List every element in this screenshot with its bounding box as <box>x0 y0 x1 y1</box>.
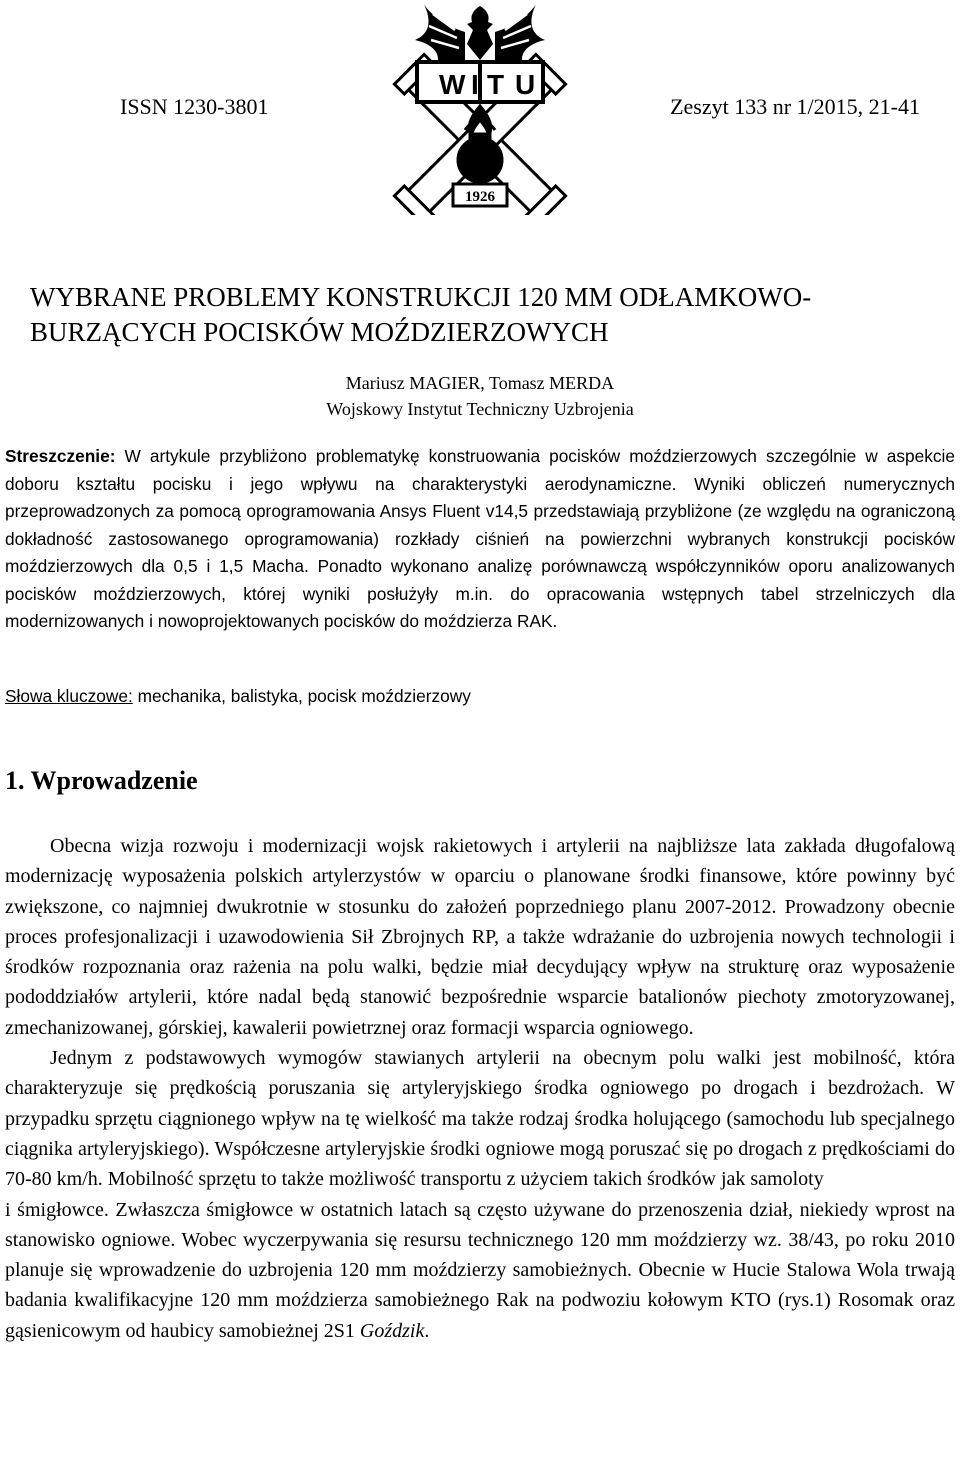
title-line-1: WYBRANE PROBLEMY KONSTRUKCJI 120 MM ODŁAMKOWO- <box>30 282 812 312</box>
authors: Mariusz MAGIER, Tomasz MERDA <box>345 373 615 393</box>
abstract <box>5 443 955 636</box>
keywords-text: mechanika, balistyka, pocisk moździerzowy <box>137 686 471 706</box>
section-heading: 1. Wprowadzenie <box>5 766 198 795</box>
svg-text:W: W <box>439 69 466 100</box>
svg-text:I: I <box>471 69 479 100</box>
issn-number: ISSN 1230-3801 <box>120 94 269 119</box>
eagle-icon <box>415 2 545 70</box>
body-text <box>5 831 955 1346</box>
paragraph-3-end: . <box>424 1319 430 1342</box>
keywords-label: Słowa kluczowe: <box>5 686 133 706</box>
keywords <box>5 683 955 710</box>
affiliation: Wojskowy Instytut Techniczny Uzbrojenia <box>326 399 634 419</box>
svg-text:U: U <box>515 69 536 100</box>
paragraph-3 <box>5 1195 955 1346</box>
abstract-text: W artykule przybliżono problematykę konstruowania pocisków moździerzowych szczególnie w aspekcie doboru kształtu pocisku i jego wpływu na charakterystyki aerodynamiczne. Wyniki obliczeń numerycznych przeprowadzonych za pomocą oprogramowania Ansys Fluent v14,5 przedstawiają przybliżone (ze względu na ograniczoną dokładność zastosowanego oprogramowania) rozkłady ciśnień na powierzchni wybranych konstrukcji pocisków moździerzowych dla 0,5 i 1,5 Macha. Ponadto wykonano analizę porównawczą współczynników oporu analizowanych pocisków moździerzowych, której wyniki posłużyły m.in. do opracowania wstępnych tabel strzelniczych dla modernizowanych i nowoprojektowanych pocisków do moździerza RAK. <box>5 446 955 631</box>
issue-info: Zeszyt 133 nr 1/2015, 21-41 <box>670 94 920 119</box>
logo-year: 1926 <box>465 189 495 205</box>
witu-emblem-logo <box>375 0 585 215</box>
paper-title <box>30 280 930 350</box>
svg-text:T: T <box>487 69 505 100</box>
paragraph-1: Obecna wizja rozwoju i modernizacji wojsk rakietowych i artylerii na najbliższe lata zakłada długofalową modernizację wyposażenia polskich artylerzystów w oparciu o planowane środki finansowe, które powinny być zwiększone, co najmniej dwukrotnie w stosunku do założeń poprzedniego planu 2007-2012. Prowadzony obecnie proces profesjonalizacji i uzawodowienia Sił Zbrojnych RP, a także wdrażanie do uzbrojenia nowych technologii i środków rozpoznania oraz rażenia na polu walki, będzie miał decydujący wpływ na strukturę oraz wyposażenie pododdziałów artylerii, które nadal będą stanowić bezpośrednie wsparcie batalionów piechoty zmotoryzowanej, zmechanizowanej, górskiej, kawalerii powietrznej oraz formacji wsparcia ogniowego. <box>5 835 955 1039</box>
title-line-2: BURZĄCYCH POCISKÓW MOŹDZIERZOWYCH <box>30 317 609 347</box>
abstract-label: Streszczenie: <box>5 446 116 466</box>
paragraph-3-text: i śmigłowce. Zwłaszcza śmigłowce w ostatnich latach są często używane do przenoszenia dział, niekiedy wprost na stanowisko ogniowe. Wobec wyczerpywania się resursu technicznego 120 mm moździerzy wz. 38/43, po roku 2010 planuje się wprowadzenie do uzbrojenia 120 mm moździerzy samobieżnych. Obecnie w Hucie Stalowa Wola trwają badania kwalifikacyjne 120 mm moździerza samobieżnego Rak na podwoziu kołowym KTO (rys.1) Rosomak oraz gąsienicowym od haubicy samobieżnej 2S1 <box>5 1198 955 1342</box>
paragraph-2: Jednym z podstawowych wymogów stawianych artylerii na obecnym polu walki jest mobilność, która charakteryzuje się prędkością poruszania się artyleryjskiego środka ogniowego po drogach i bezdrożach. W przypadku sprzętu ciągnionego wpływ na tę wielkość ma także rodzaj środka holującego (samochodu lub specjalnego ciągnika artyleryjskiego). Współczesne artyleryjskie środki ogniowe mogą poruszać się po drogach z prędkościami do 70-80 km/h. Mobilność sprzętu to także możliwość transportu z użyciem takich środków jak samoloty <box>5 1047 955 1191</box>
paragraph-3-italic: Goździk <box>359 1319 425 1342</box>
